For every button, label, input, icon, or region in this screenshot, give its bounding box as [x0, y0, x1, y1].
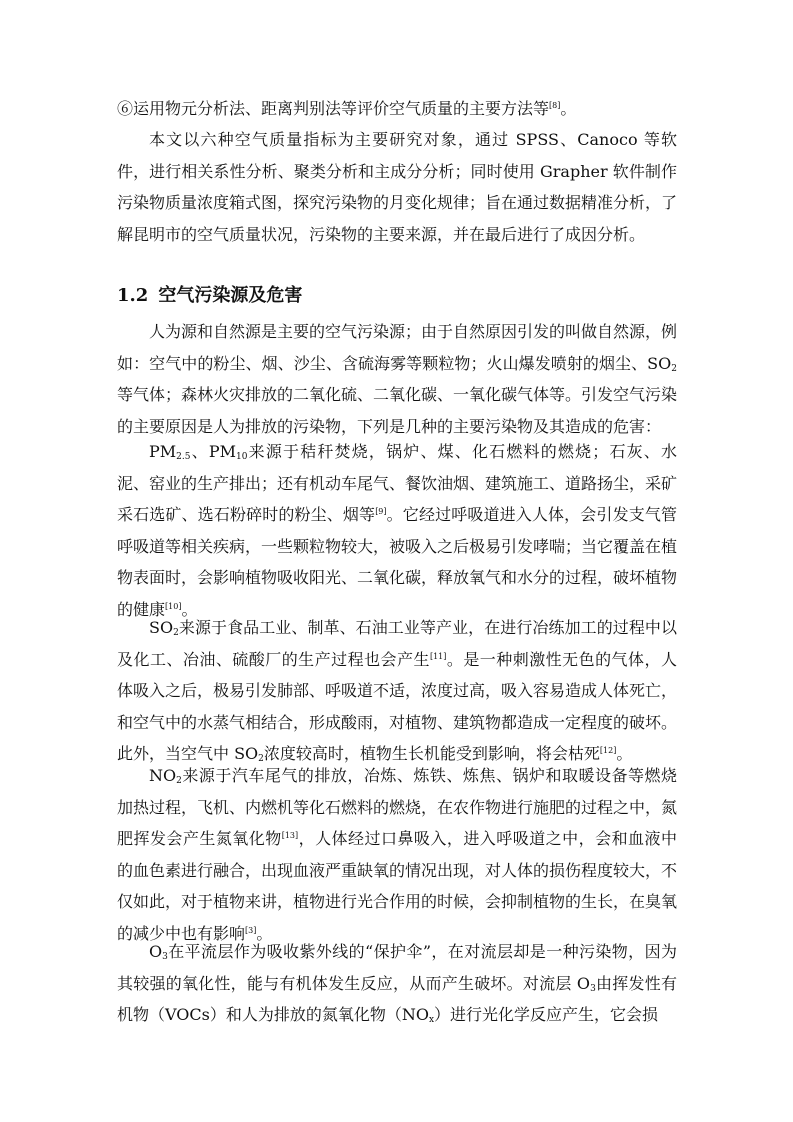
paragraph-text: 人为源和自然源是主要的空气污染源；由于自然原因引发的叫做自然源，例如：空气中的粉尘、烟、沙尘、含硫海雾等颗粒物；火山爆发喷射的烟尘、SO	[117, 322, 678, 373]
section-heading	[117, 281, 302, 307]
paragraph-pm	[117, 436, 677, 625]
paragraph-text: 在平流层作为吸收紫外线的“保护伞”，在对流层却是一种污染物，因为其较强的氧化性，能与有机体发生反应，从而产生破坏。对流层 O	[117, 942, 677, 993]
section-title: 空气污染源及危害	[158, 285, 303, 306]
subscript: x	[428, 1015, 435, 1025]
subscript: 10	[236, 452, 248, 462]
paragraph-text: 来源于汽车尾气的排放，冶炼、炼铁、炼焦、锅炉和取暖设备等燃烧加热过程，飞机、内燃机等化石燃料的燃烧，在农作物进行施肥的过程之中，氮肥挥发会产生氮氧化物	[117, 766, 678, 848]
paragraph-text: 浓度较高时，植物生长机能受到影响，将会枯死	[263, 744, 600, 763]
paragraph-method-list-end	[117, 93, 677, 125]
citation-ref: [3]	[245, 925, 257, 935]
formula-text: NO	[149, 766, 177, 785]
subscript: 3	[162, 952, 168, 962]
subscript: 2	[671, 363, 677, 374]
formula-text: PM	[149, 442, 177, 461]
paragraph-text: 来源于秸秆焚烧，锅炉、煤、化石燃料的燃烧；石灰、水泥、窑业的生产排出；还有机动车尾气、餐饮油烟、建筑施工、道路扬尘，采矿采石选矿、选石粉碎时的粉尘、烟等	[117, 442, 678, 524]
paragraph-pollution-sources	[117, 316, 677, 442]
paragraph-text: ）进行光化学反应产生，它会损	[434, 1005, 659, 1024]
formula-text: O	[149, 942, 163, 961]
paragraph-o3	[117, 936, 677, 1031]
subscript: 2.5	[176, 452, 191, 462]
paragraph-text: 。	[560, 99, 577, 118]
citation-ref: [11]	[429, 651, 447, 661]
paragraph-text: 。是一种刺激性无色的气体，人体吸入之后，极易引发肺部、呼吸道不适，浓度过高，吸入容易造成人体死亡，和空气中的水蒸气相结合，形成酸雨，对植物、建筑物都造成一定程度的破坏。此外，当空气中 SO	[117, 649, 678, 763]
paragraph-text: 。	[616, 744, 633, 763]
citation-ref: [8]	[549, 101, 561, 110]
paragraph-so2	[117, 612, 677, 770]
subscript: 2	[176, 776, 182, 786]
paragraph-text: 等气体；森林火灾排放的二氧化硫、二氧化碳、一氧化碳气体等。引发空气污染的主要原因是人为排放的污染物，下列是几种的主要污染物及其造成的危害：	[117, 385, 678, 436]
section-number: 1.2	[117, 285, 149, 306]
subscript: 3	[590, 983, 596, 994]
paragraph-text: 。	[256, 923, 273, 943]
paragraph-text: 。它经过呼吸道进入人体，会引发支气管呼吸道等相关疾病，一些颗粒物较大，被吸入之后极易引发哮喘；当它覆盖在植物表面时，会影响植物吸收阳光、二氧化碳，释放氧气和水分的过程，破坏植物的健康	[117, 505, 678, 619]
formula-text: 、PM	[190, 442, 236, 461]
paragraph-text: 来源于食品工业、制革、石油工业等产业，在进行冶练加工的过程中以及化工、冶油、硫酸厂的生产过程也会产生	[117, 618, 677, 669]
paragraph-text: ，人体经过口鼻吸入，进入呼吸道之中，会和血液中的血色素进行融合，出现血液严重缺氧的情况出现，对人体的损伤程度较大，不仅如此，对于植物来讲，植物进行光合作用的时候，会抑制植物的生长，在臭氧的减少中也有影响	[117, 829, 678, 943]
paragraph-study-scope: 本文以六种空气质量指标为主要研究对象，通过 SPSS、Canoco 等软件，进行相关系性分析、聚类分析和主成分分析；同时使用 Grapher 软件制作污染物质量浓度箱式图，探究污染物的月变化规律；旨在通过数据精准分析，了解昆明市的空气质量状况，污染物的主要来源，并在最后进行了成因分析。	[117, 130, 678, 244]
formula-text: SO	[149, 618, 174, 637]
citation-ref: [10]	[165, 601, 182, 611]
citation-ref: [12]	[599, 746, 617, 755]
citation-ref: [13]	[281, 831, 299, 840]
subscript: 2	[173, 628, 179, 638]
paragraph-no2	[117, 760, 677, 949]
paragraph-text: 。	[181, 599, 198, 619]
citation-ref: [9]	[375, 507, 387, 516]
paragraph-text: ⑥运用物元分析法、距离判别法等评价空气质量的主要方法等	[117, 99, 550, 118]
subscript: 2	[258, 754, 264, 764]
paragraph-text: 由挥发性有机物（VOCs）和人为排放的氮氧化物（NO	[117, 973, 677, 1024]
